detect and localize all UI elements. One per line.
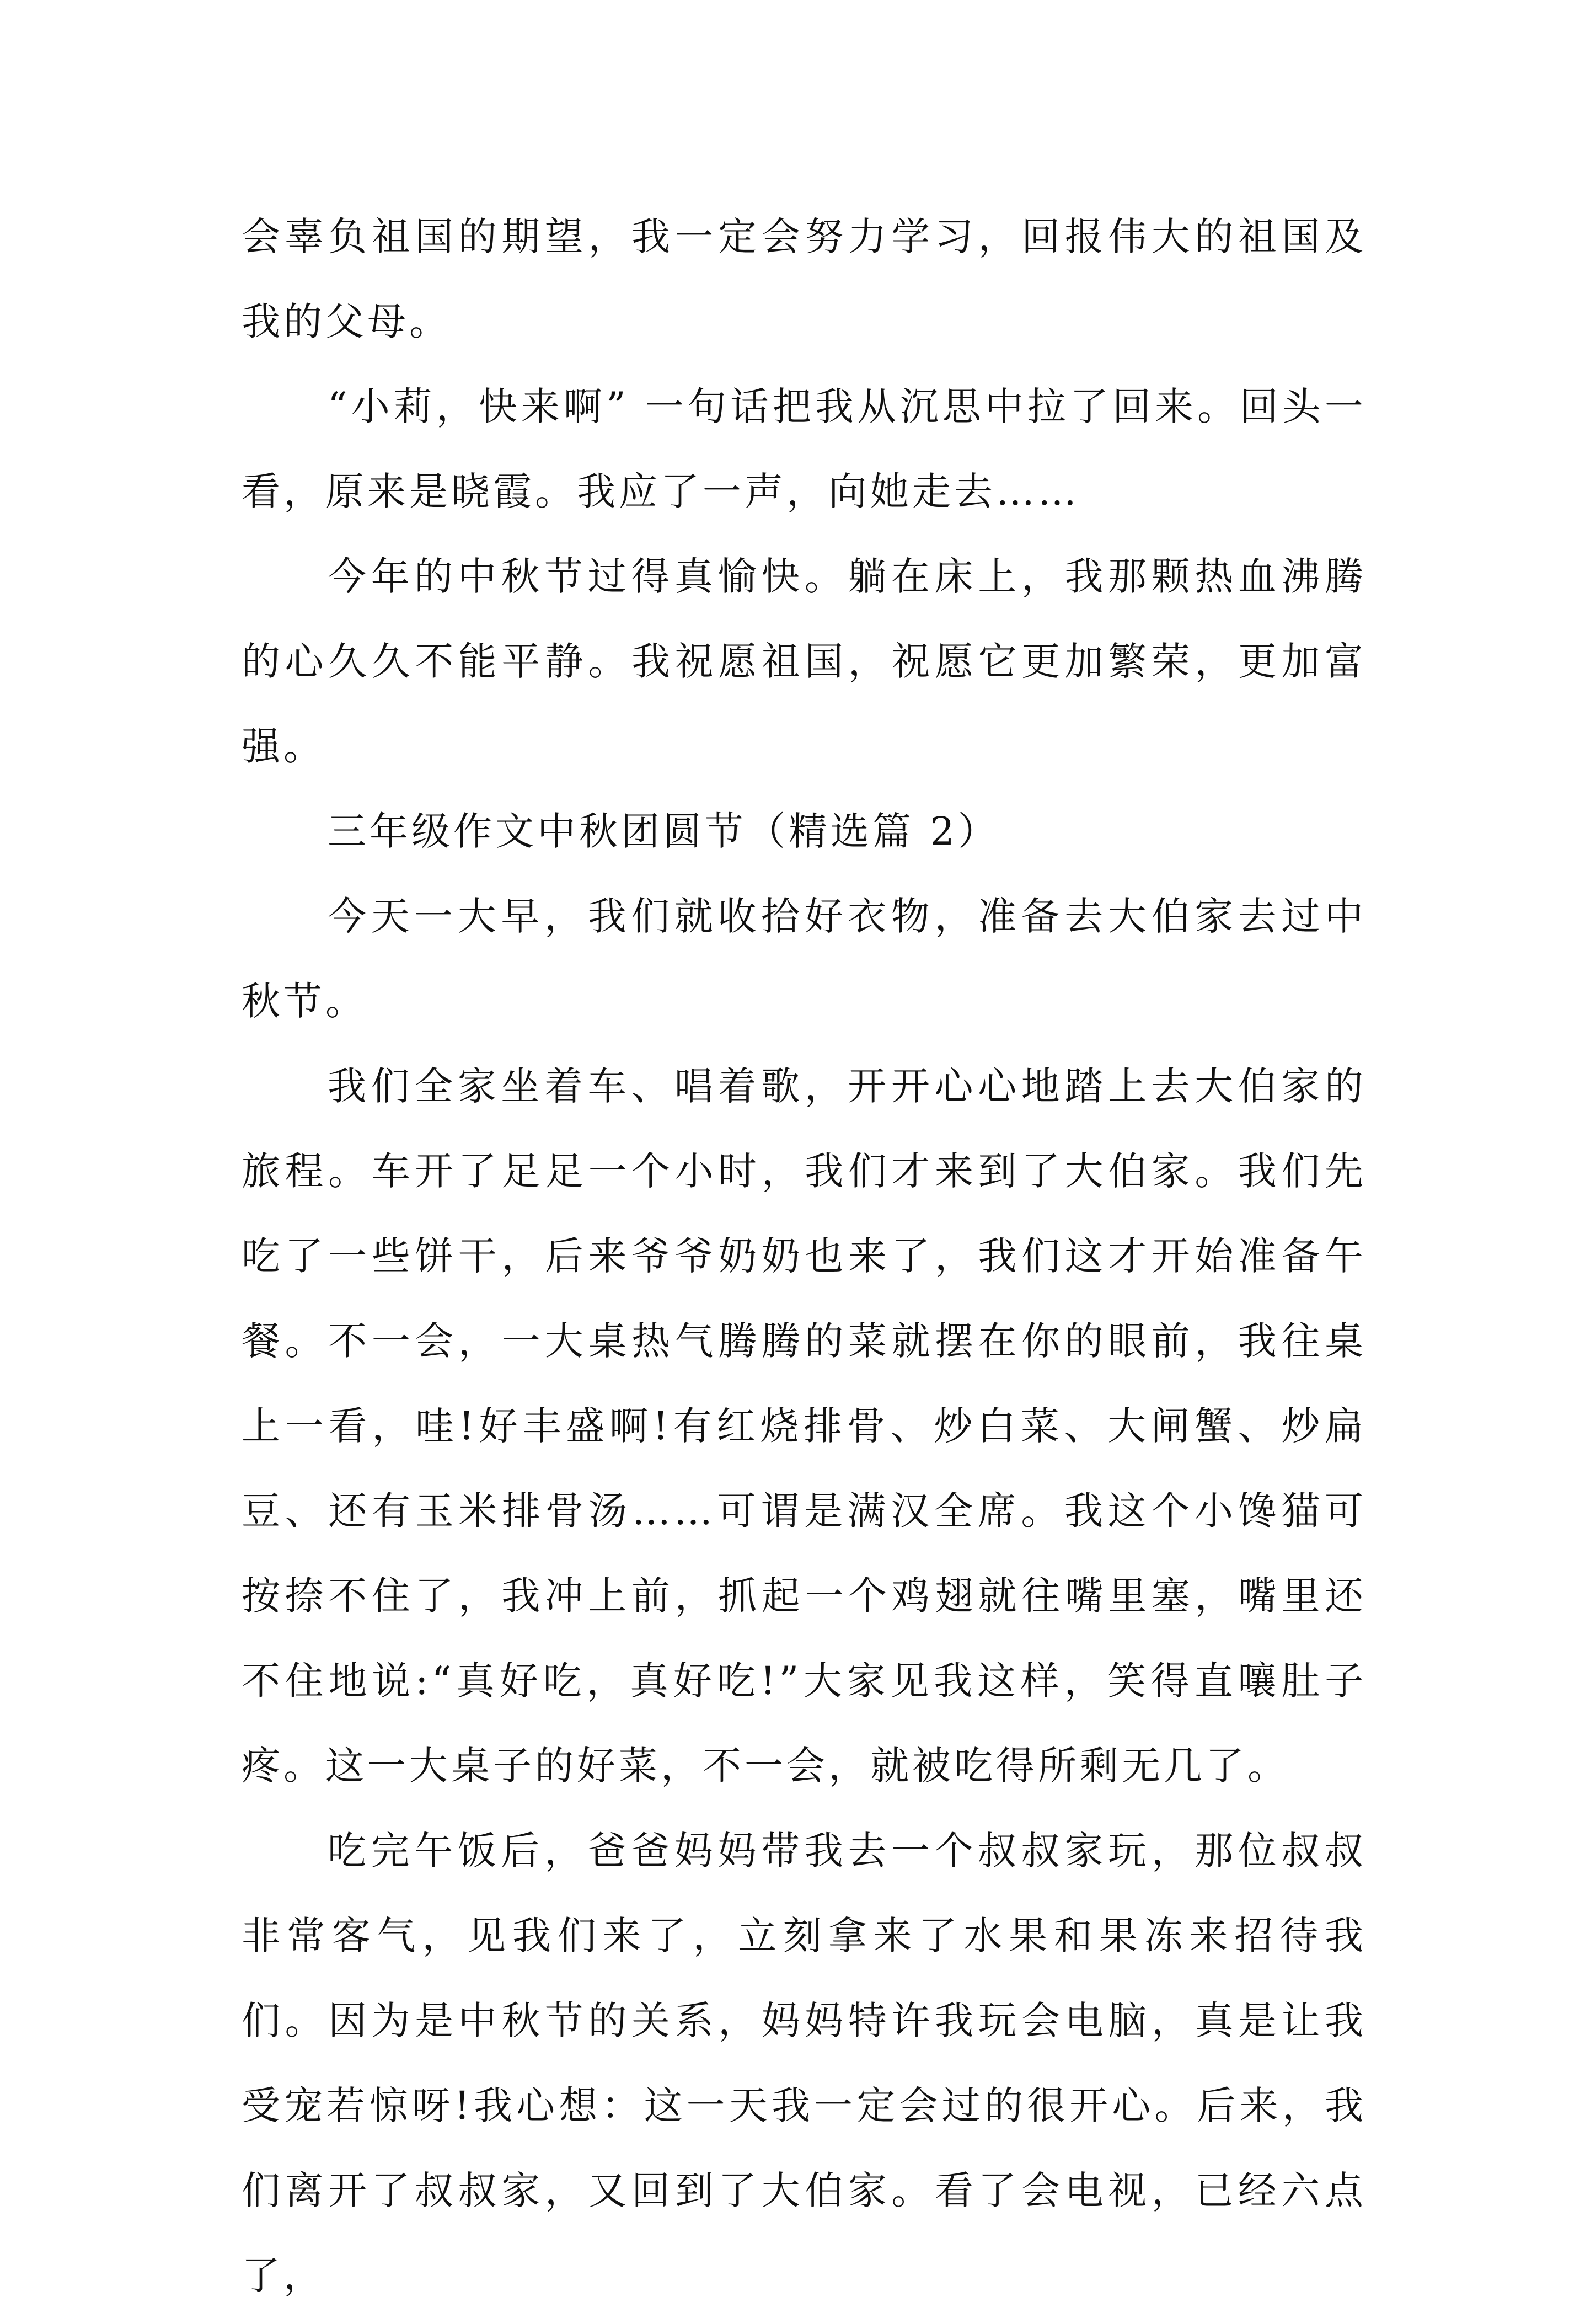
section-heading: 三年级作文中秋团圆节（精选篇 2） bbox=[328, 809, 1000, 854]
paragraph: 今天一大早，我们就收拾好衣物，准备去大伯家去过中秋节。 bbox=[242, 894, 1367, 1024]
document-body bbox=[242, 194, 1367, 2318]
paragraph: 吃完午饭后，爸爸妈妈带我去一个叔叔家玩，那位叔叔非常客气，见我们来了，立刻拿来了水果和果冻来招待我们。因为是中秋节的关系，妈妈特许我玩会电脑，真是让我受宠若惊呀!我心想：这一天我一定会过的很开心。后来，我们离开了叔叔家，又回到了大伯家。看了会电视，已经六点了， bbox=[242, 1828, 1367, 2298]
paragraph: 会辜负祖国的期望，我一定会努力学习，回报伟大的祖国及我的父母。 bbox=[242, 214, 1367, 344]
paragraph: 今年的中秋节过得真愉快。躺在床上，我那颗热血沸腾的心久久不能平静。我祝愿祖国，祝愿它更加繁荣，更加富强。 bbox=[242, 554, 1367, 769]
paragraph: 我们全家坐着车、唱着歌，开开心心地踏上去大伯家的旅程。车开了足足一个小时，我们才来到了大伯家。我们先吃了一些饼干，后来爷爷奶奶也来了，我们这才开始准备午餐。不一会，一大桌热气腾腾的菜就摆在你的眼前，我往桌上一看，哇!好丰盛啊!有红烧排骨、炒白菜、大闸蟹、炒扁豆、还有玉米排骨汤……可谓是满汉全席。我这个小馋猫可按捺不住了，我冲上前，抓起一个鸡翅就往嘴里塞，嘴里还不住地说:“真好吃，真好吃!”大家见我这样，笑得直嚷肚子疼。这一大桌子的好菜，不一会，就被吃得所剩无几了。 bbox=[242, 1064, 1367, 1788]
paragraph: “小莉，快来啊” 一句话把我从沉思中拉了回来。回头一看，原来是晓霞。我应了一声，向她走去…… bbox=[242, 384, 1367, 514]
